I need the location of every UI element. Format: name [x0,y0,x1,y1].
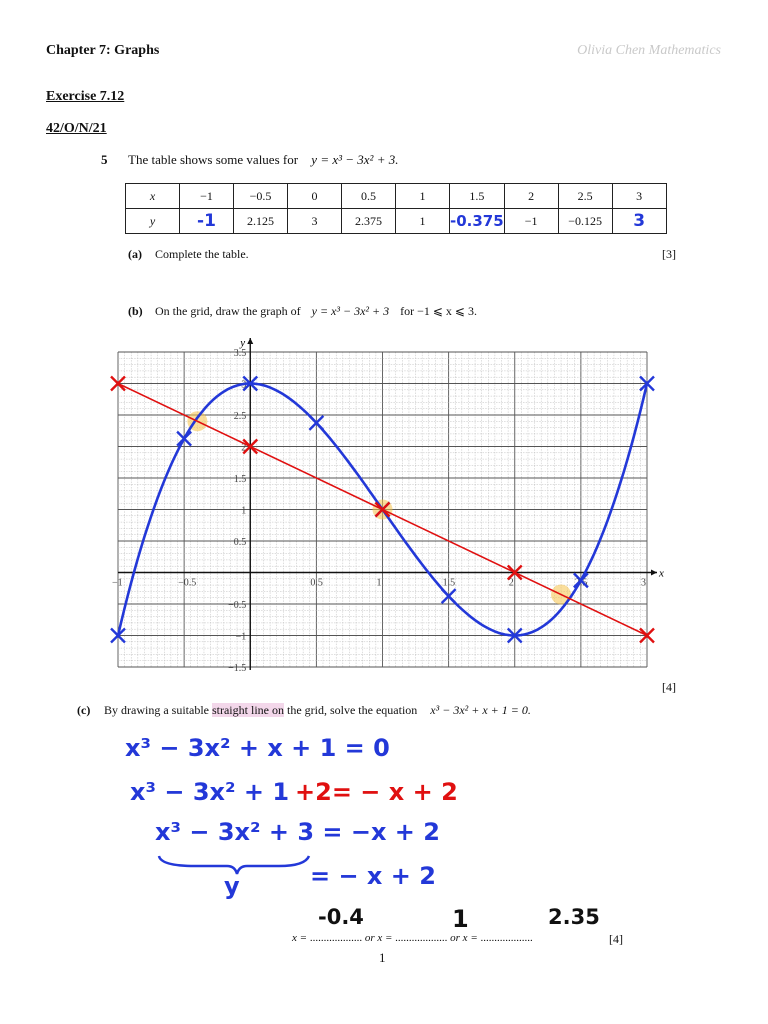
y-tick-label: 2.5 [233,411,247,422]
part-c-highlight: straight line on [211,703,284,717]
table-cell: 1 [396,184,450,209]
y-axis-label: y [240,337,246,349]
part-a-text: Complete the table. [155,247,249,261]
x-tick-label: −1 [112,577,123,589]
table-cell: −1 [180,184,234,209]
part-c-equation: x³ − 3x² + x + 1 = 0. [430,703,531,717]
page-number: 1 [379,950,386,965]
table-cell-handwritten: -0.375 [450,209,505,234]
values-table [125,183,667,234]
exercise-title: Exercise 7.12 [46,89,125,104]
table-cell: 2.375 [342,209,396,234]
table-row-y [126,209,667,234]
part-b-text [155,304,477,319]
answer-dots-1: ................... [309,932,363,944]
part-c-text-before: By drawing a suitable [104,703,209,717]
question-equation: y = x³ − 3x² + 3. [311,152,399,167]
part-b-label: (b) [128,304,143,318]
graph-grid [100,330,670,675]
part-b-instruction: On the grid, draw the graph of [155,304,301,318]
x-tick-label: 2 [508,577,514,589]
table-cell-handwritten: -1 [180,209,234,234]
table-cell-handwritten: 3 [612,209,666,234]
answer-2: 1 [452,905,469,933]
table-header-x: x [126,184,180,209]
y-tick-label: 3.5 [233,348,247,359]
x-tick-label: −0.5 [178,577,197,589]
table-cell: 1 [396,209,450,234]
part-a-marks: [3] [662,247,676,261]
table-cell: 0 [288,184,342,209]
table-cell: −0.5 [234,184,288,209]
working-line-2-red: +2= − x + 2 [295,778,458,806]
table-cell: 3 [288,209,342,234]
answer-sep-1: or x = [364,932,396,944]
answer-1: -0.4 [318,905,364,929]
table-cell: 2.125 [234,209,288,234]
table-cell: −0.125 [558,209,612,234]
y-tick-label: −1 [235,631,247,643]
question-number: 5 [101,152,108,167]
answer-line [292,932,533,944]
part-b-marks: [4] [662,680,676,694]
table-header-y: y [126,209,180,234]
part-b-domain: for −1 ⩽ x ⩽ 3. [400,304,477,318]
y-tick-label: 3 [241,379,247,391]
working-line-1: x³ − 3x² + x + 1 = 0 [125,734,390,762]
table-cell: 1.5 [450,184,505,209]
x-tick-label: 1 [376,577,382,589]
x-tick-label: 2.5 [574,577,588,589]
y-tick-label: 1 [241,505,247,517]
part-c-marks: [4] [609,932,623,946]
part-b-equation: y = x³ − 3x² + 3 [311,304,390,318]
working-line-3: x³ − 3x² + 3 = −x + 2 [155,818,440,846]
table-row-x [126,184,667,209]
answer-dots-2: ................... [395,932,448,944]
x-axis-label: x [659,567,664,580]
part-c-text-after: the grid, solve the equation [286,703,418,717]
table-cell: 2.5 [558,184,612,209]
y-tick-label: 1.5 [233,474,247,485]
y-axis-arrow-icon [247,338,253,344]
table-cell: −1 [504,209,558,234]
x-tick-label: 1.5 [442,577,456,589]
exercise-code: 42/O/N/21 [46,121,107,136]
answer-dots-3: ................... [480,932,533,944]
axes [118,337,664,670]
answer-3: 2.35 [548,905,600,929]
answer-sep-2: or x = [450,932,481,944]
x-tick-label: 0.5 [310,577,323,589]
part-c-label: (c) [77,703,91,717]
part-a-label: (a) [128,247,142,261]
x-tick-label: 3 [641,577,646,589]
working-line-5: = − x + 2 [310,862,436,890]
table-cell: 0.5 [342,184,396,209]
y-tick-label: 0.5 [233,537,247,548]
table-cell: 3 [612,184,666,209]
y-tick-label: −0.5 [228,600,247,611]
answer-prefix-1: x = [292,932,310,944]
y-tick-label: 2 [241,442,247,454]
working-line-2-blue: x³ − 3x² + 1 [130,778,290,806]
brand-watermark: Olivia Chen Mathematics [577,43,721,58]
question-intro [128,152,398,168]
table-cell: 2 [504,184,558,209]
working-line-2 [130,778,458,807]
question-intro-text: The table shows some values for [128,152,299,167]
y-tick-label: −1.5 [228,663,247,674]
part-c-text [104,703,531,718]
x-axis-arrow-icon [651,570,657,576]
chapter-title: Chapter 7: Graphs [46,43,160,58]
working-line-4: y [224,872,240,900]
